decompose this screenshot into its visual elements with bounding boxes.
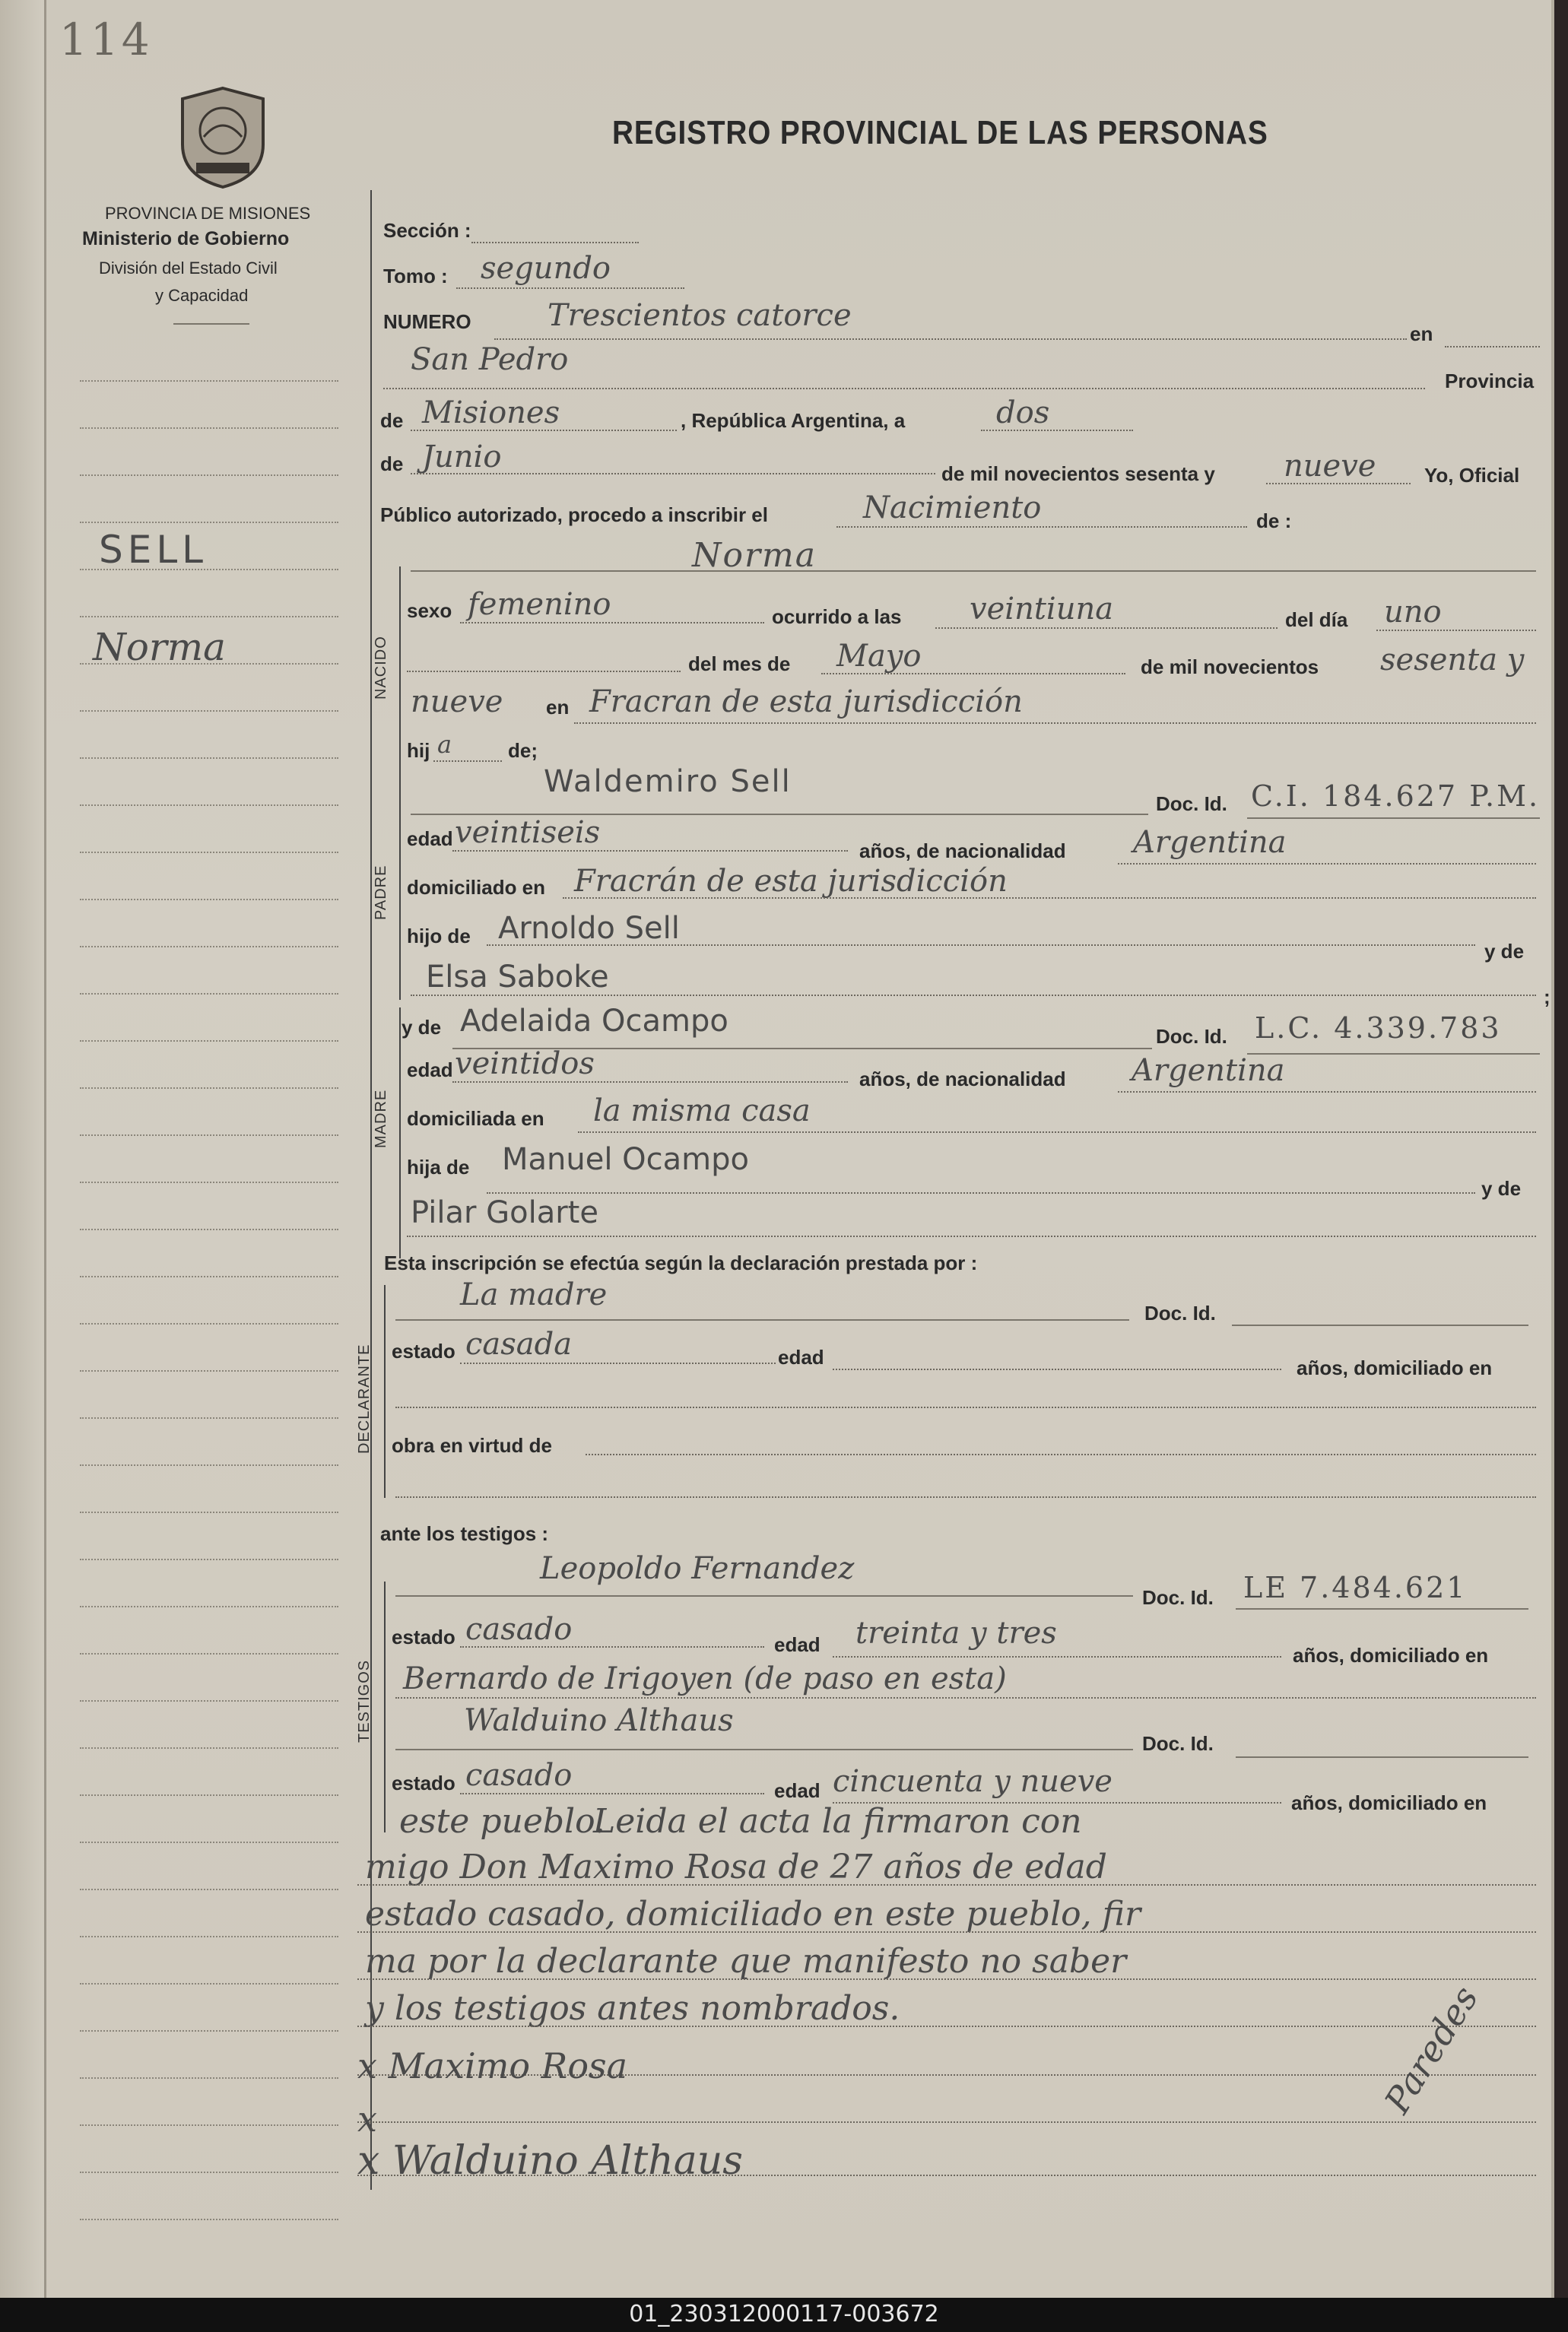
page-title: REGISTRO PROVINCIAL DE LAS PERSONAS (612, 114, 1268, 151)
numero-line (494, 338, 1407, 340)
mil-sesenta-label: de mil novecientos sesenta y (941, 462, 1215, 485)
padre-dom-value: Fracrán de esta jurisdicción (574, 864, 1008, 899)
padre-dom-label: domiciliado en (407, 876, 546, 899)
acto-line (836, 526, 1247, 528)
body-ruled-line (357, 1978, 1536, 1980)
margin-ruled-line (80, 616, 338, 617)
anio-line (1266, 483, 1411, 484)
hijo-line (433, 760, 502, 762)
del-dia-label: del día (1285, 608, 1348, 631)
mes-nac-line (821, 673, 1125, 674)
hijo-de-label: de; (508, 739, 538, 762)
padre-padre-value: Arnoldo Sell (498, 911, 680, 946)
numero-value: Trescientos catorce (548, 298, 852, 333)
margin-ruled-line (80, 1653, 338, 1655)
madre-dom-value: la misma casa (593, 1093, 811, 1128)
lugar-nac-line (574, 722, 1536, 724)
testigo1-doc-label: Doc. Id. (1142, 1586, 1214, 1609)
madre-doc-label: Doc. Id. (1156, 1025, 1227, 1048)
mil-novecientos-label: de mil novecientos (1141, 655, 1319, 678)
margin-ruled-line (80, 2030, 338, 2032)
hora-value: veintiuna (970, 592, 1114, 627)
madre-doc-value: L.C. 4.339.783 (1255, 1011, 1502, 1045)
margin-ruled-line (80, 993, 338, 995)
page-edge (1551, 0, 1554, 2298)
margin-ruled-line (80, 1794, 338, 1796)
en-nac-label: en (546, 696, 570, 719)
sexo-value: femenino (468, 587, 611, 622)
margin-ruled-line (80, 1134, 338, 1136)
anio-nac-value-2: nueve (411, 684, 503, 719)
sexo-line (460, 622, 764, 623)
testigo1-estado-line (460, 1646, 764, 1648)
margin-ruled-line (80, 522, 338, 523)
margin-ruled-line (80, 2077, 338, 2079)
provincia-line (411, 430, 677, 431)
mes-line (411, 473, 935, 474)
madre-dom-label: domiciliada en (407, 1107, 544, 1130)
padre-title: PADRE (373, 865, 389, 920)
lugar-nac-value: Fracran de esta jurisdicción (589, 684, 1023, 719)
padre-madre-line (411, 995, 1536, 996)
acto-value: Nacimiento (863, 490, 1042, 525)
margin-ruled-line (80, 1276, 338, 1277)
padre-doc-label: Doc. Id. (1156, 792, 1227, 815)
ocurrido-label: ocurrido a las (772, 605, 902, 628)
madre-bar (399, 1007, 401, 1258)
testigo2-estado-label: estado (392, 1772, 455, 1794)
lugar-line (383, 388, 1425, 389)
padre-madre-value: Elsa Saboke (426, 960, 609, 995)
margin-ruled-line (80, 2219, 338, 2220)
testigo1-dom-line (395, 1697, 1536, 1699)
margin-ruled-line (80, 427, 338, 429)
en-label: en (1410, 322, 1433, 345)
padre-edad-label: edad (407, 827, 453, 850)
margin-ruled-line (80, 1370, 338, 1372)
image-caption: 01_230312000117-003672 (629, 2301, 939, 2327)
margin-ruled-line (80, 1229, 338, 1230)
book-binding (0, 0, 46, 2298)
testigo2-estado-value: casado (465, 1758, 573, 1793)
margin-ruled-line (80, 1606, 338, 1607)
sexo-label: sexo (407, 599, 452, 622)
declarante-obra-line (586, 1454, 1536, 1455)
testigo1-estado-value: casado (465, 1612, 573, 1647)
testigo2-nombre-line (395, 1749, 1133, 1750)
testigo2-edad-value: cincuenta y nueve (833, 1764, 1113, 1799)
cierre-line-1: Leida el acta la firmaron con (593, 1802, 1082, 1841)
firma-declarante-mark: x (357, 2099, 377, 2140)
margin-ruled-line (80, 2172, 338, 2173)
republica-label: , República Argentina, a (681, 409, 906, 432)
margin-ruled-line (80, 1323, 338, 1325)
padre-padre-line (487, 944, 1475, 946)
page-number: 114 (59, 14, 153, 65)
nacido-title: NACIDO (373, 636, 389, 700)
margin-ruled-line (80, 1559, 338, 1560)
firma-maximo-rosa: x Maximo Rosa (357, 2045, 628, 2086)
testigo2-edad-label: edad (774, 1779, 821, 1802)
declarante-nombre: La madre (460, 1277, 608, 1312)
seccion-line (471, 242, 639, 243)
madre-title: MADRE (373, 1089, 389, 1148)
madre-madre-line (407, 1236, 1536, 1237)
madre-padre-value: Manuel Ocampo (502, 1142, 749, 1177)
declarante-doc-label: Doc. Id. (1144, 1302, 1216, 1325)
hora-line (935, 627, 1278, 629)
margin-ruled-line (80, 380, 338, 382)
tomo-label: Tomo : (383, 265, 448, 287)
tomo-value: segundo (481, 251, 611, 286)
madre-edad-value: veintidos (455, 1046, 595, 1081)
testigo2-nombre: Walduino Althaus (464, 1703, 734, 1738)
testigos-label: ante los testigos : (380, 1522, 549, 1545)
declarante-extra-line (395, 1496, 1536, 1498)
testigo2-doc-line (1236, 1756, 1528, 1758)
provincia-value: Misiones (422, 395, 560, 430)
madre-madre-value: Pilar Golarte (411, 1195, 598, 1230)
margin-surname: SELL (99, 528, 208, 572)
testigo1-edad-value: treinta y tres (855, 1616, 1057, 1651)
dia-nac-line (1376, 630, 1536, 631)
cierre-line-3: estado casado, domiciliado en este pueblo, fir (365, 1895, 1141, 1934)
anio-value: nueve (1284, 449, 1376, 484)
margin-ruled-line (80, 474, 338, 476)
seccion-label: Sección : (383, 219, 471, 242)
declarante-edad-line (833, 1369, 1281, 1370)
madre-nac-value: Argentina (1132, 1053, 1285, 1088)
mes-nac-value: Mayo (836, 639, 922, 674)
margin-ruled-line (80, 1182, 338, 1183)
provincia-label: Provincia (1445, 370, 1535, 392)
testigo1-doc-line (1236, 1608, 1528, 1610)
lugar-value: San Pedro (411, 342, 569, 377)
margin-ruled-line (80, 1464, 338, 1466)
org-underline (173, 323, 249, 325)
testigo2-doc-label: Doc. Id. (1142, 1732, 1214, 1755)
declarante-title: DECLARANTE (356, 1344, 373, 1454)
madre-y-de-label: y de (1481, 1177, 1522, 1200)
margin-ruled-line (80, 804, 338, 806)
nacido-nombre: Norma (692, 536, 817, 575)
testigo1-estado-label: estado (392, 1626, 455, 1648)
declarante-bar (384, 1285, 386, 1498)
testigo1-doc-value: LE 7.484.621 (1243, 1571, 1468, 1604)
en-line (1445, 346, 1540, 347)
testigo1-anios-label: años, domiciliado en (1293, 1644, 1489, 1667)
declarante-edad-label: edad (778, 1346, 824, 1369)
madre-nac-line (1118, 1091, 1536, 1093)
padre-doc-line (1247, 817, 1540, 819)
hijo-suffix: a (437, 730, 452, 759)
numero-label: NUMERO (383, 310, 471, 333)
testigo2-anios-label: años, domiciliado en (1291, 1791, 1487, 1814)
padre-nac-line (1118, 863, 1536, 865)
madre-nombre: Adelaida Ocampo (460, 1004, 728, 1039)
padre-bar (399, 779, 401, 1000)
cierre-line-4: ma por la declarante que manifesto no saber (365, 1942, 1127, 1981)
madre-anios-label: años, de nacionalidad (859, 1068, 1066, 1090)
semicolon-label: ; (1544, 985, 1551, 1008)
org-province: PROVINCIA DE MISIONES (105, 204, 311, 223)
testigos-title: TESTIGOS (356, 1659, 373, 1743)
firma-walduino: x Walduino Althaus (357, 2138, 743, 2184)
padre-nombre: Waldemiro Sell (544, 764, 792, 799)
dia-nac-value: uno (1384, 595, 1442, 630)
testigos-bar (384, 1582, 386, 1832)
declarante-estado-label: estado (392, 1340, 455, 1363)
padre-anios-label: años, de nacionalidad (859, 839, 1066, 862)
tomo-line (456, 287, 684, 289)
margin-ruled-line (80, 946, 338, 947)
madre-padre-line (487, 1192, 1475, 1194)
margin-ruled-line (80, 1040, 338, 1042)
cierre-line-5: y los testigos antes nombrados. (365, 1989, 900, 2028)
madre-doc-line (1247, 1053, 1540, 1055)
padre-edad-value: veintiseis (455, 815, 601, 850)
margin-ruled-line (80, 1700, 338, 1702)
testigo1-nombre-line (395, 1595, 1133, 1597)
margin-ruled-line (80, 899, 338, 900)
margin-ruled-line (80, 1983, 338, 1985)
declarante-doc-line (1232, 1325, 1528, 1326)
margin-ruled-line (80, 1512, 338, 1513)
declarante-estado-line (460, 1363, 776, 1364)
declarante-dom-line (395, 1407, 1536, 1408)
nacido-nombre-line (411, 570, 1536, 572)
margin-ruled-line (80, 1842, 338, 1843)
testigo2-dom-value: este pueblo. (399, 1802, 605, 1841)
mes-value: Junio (422, 439, 502, 474)
margin-ruled-line (80, 757, 338, 759)
provincial-seal-icon (173, 84, 272, 190)
declarante-obra-label: obra en virtud de (392, 1434, 552, 1457)
padre-doc-value: C.I. 184.627 P.M. (1251, 779, 1541, 813)
testigo1-nombre: Leopoldo Fernandez (540, 1551, 855, 1586)
nacido-bar (399, 566, 401, 787)
declarante-anios-label: años, domiciliado en (1297, 1356, 1493, 1379)
anio-nac-value: sesenta y (1380, 642, 1525, 677)
margin-ruled-line (80, 1936, 338, 1937)
firma-oficial: Paredes (1376, 1978, 1487, 2121)
margin-ruled-line (80, 1417, 338, 1419)
testigo1-edad-label: edad (774, 1633, 821, 1656)
body-ruled-line (357, 2026, 1536, 2027)
yo-oficial-label: Yo, Oficial (1424, 464, 1520, 487)
testigo2-estado-line (460, 1793, 764, 1794)
publico-label: Público autorizado, procedo a inscribir el (380, 503, 768, 526)
dia-line (981, 430, 1133, 431)
de-colon-label: de : (1256, 509, 1292, 532)
testigo1-dom-value: Bernardo de Irigoyen (de paso en esta) (403, 1661, 1007, 1696)
declarante-estado-value: casada (465, 1327, 573, 1362)
main-border (370, 190, 372, 2190)
testigo1-edad-line (833, 1656, 1281, 1658)
madre-dom-line (578, 1131, 1536, 1133)
margin-given-name: Norma (93, 625, 226, 669)
cierre-line-2: migo Don Maximo Rosa de 27 años de edad (365, 1848, 1107, 1886)
body-ruled-line (357, 2121, 1536, 2123)
org-ministry: Ministerio de Gobierno (82, 228, 290, 249)
madre-hija-label: hija de (407, 1156, 470, 1179)
del-mes-label: del mes de (688, 652, 791, 675)
mes-pre-line (407, 671, 681, 672)
inscripcion-label: Esta inscripción se efectúa según la declaración prestada por : (384, 1252, 978, 1274)
madre-yde-label: y de (402, 1016, 442, 1039)
hijo-label: hij (407, 739, 430, 762)
declarante-nombre-line (395, 1319, 1129, 1321)
org-division: División del Estado Civil (99, 259, 278, 278)
padre-nac-value: Argentina (1133, 825, 1287, 860)
padre-edad-line (452, 850, 848, 852)
padre-hijo-label: hijo de (407, 925, 471, 947)
org-capacity: y Capacidad (155, 286, 249, 305)
de-label-2: de (380, 452, 404, 475)
body-ruled-line (357, 1931, 1536, 1933)
body-ruled-line (357, 1884, 1536, 1886)
madre-edad-line (452, 1081, 848, 1083)
margin-ruled-line (80, 1087, 338, 1089)
de-label: de (380, 409, 404, 432)
dia-value: dos (996, 395, 1050, 430)
margin-ruled-line (80, 1889, 338, 1890)
margin-ruled-line (80, 710, 338, 712)
margin-ruled-line (80, 1747, 338, 1749)
margin-ruled-line (80, 2124, 338, 2126)
margin-ruled-line (80, 852, 338, 853)
padre-y-de-label: y de (1484, 940, 1525, 963)
madre-edad-label: edad (407, 1058, 453, 1081)
padre-dom-line (563, 897, 1536, 899)
